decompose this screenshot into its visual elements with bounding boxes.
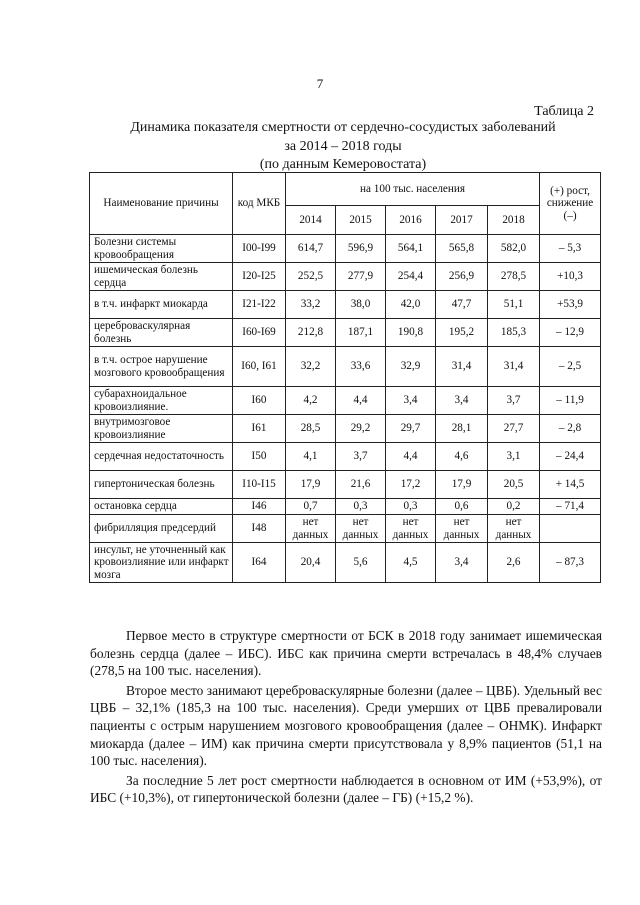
table-row bbox=[90, 415, 601, 443]
mortality-table bbox=[89, 172, 601, 583]
value-cell: 29,7 bbox=[386, 415, 436, 443]
cause-cell: гипертоническая болезнь bbox=[90, 471, 233, 499]
cause-cell: остановка сердца bbox=[90, 499, 233, 515]
code-cell: I61 bbox=[233, 415, 286, 443]
change-cell: +10,3 bbox=[540, 263, 601, 291]
table-row bbox=[90, 387, 601, 415]
value-cell: 32,2 bbox=[286, 347, 336, 387]
header-year: 2018 bbox=[488, 206, 540, 235]
value-cell: 32,9 bbox=[386, 347, 436, 387]
change-cell: – 24,4 bbox=[540, 443, 601, 471]
value-cell: 51,1 bbox=[488, 291, 540, 319]
value-cell: 212,8 bbox=[286, 319, 336, 347]
table-label: Таблица 2 bbox=[534, 104, 594, 119]
value-cell: 3,7 bbox=[336, 443, 386, 471]
code-cell: I00-I99 bbox=[233, 235, 286, 263]
cause-cell: ишемическая болезнь сердца bbox=[90, 263, 233, 291]
header-change: (+) рост, снижение (–) bbox=[540, 173, 601, 235]
header-year: 2016 bbox=[386, 206, 436, 235]
code-cell: I48 bbox=[233, 515, 286, 543]
header-cause: Наименование причины bbox=[90, 173, 233, 235]
change-cell: + 14,5 bbox=[540, 471, 601, 499]
value-cell: нет данных bbox=[286, 515, 336, 543]
cause-cell: сердечная недостаточность bbox=[90, 443, 233, 471]
table-row bbox=[90, 319, 601, 347]
value-cell: 256,9 bbox=[436, 263, 488, 291]
table-body bbox=[90, 235, 601, 583]
table-row bbox=[90, 543, 601, 583]
cause-cell: фибрилляция предсердий bbox=[90, 515, 233, 543]
value-cell: 614,7 bbox=[286, 235, 336, 263]
paragraph: За последние 5 лет рост смертности наблюдается в основном от ИМ (+53,9%), от ИБС (+10,3%), от гипертонической болезни (далее – ГБ) (+15,2 %). bbox=[90, 772, 602, 806]
title-line: (по данным Кемеровостата) bbox=[259, 157, 427, 172]
code-cell: I64 bbox=[233, 543, 286, 583]
value-cell: 596,9 bbox=[336, 235, 386, 263]
value-cell: нет данных bbox=[436, 515, 488, 543]
value-cell: 0,7 bbox=[286, 499, 336, 515]
value-cell: 4,2 bbox=[286, 387, 336, 415]
value-cell: 20,4 bbox=[286, 543, 336, 583]
value-cell: 2,6 bbox=[488, 543, 540, 583]
value-cell: 42,0 bbox=[386, 291, 436, 319]
value-cell: нет данных bbox=[488, 515, 540, 543]
table-row bbox=[90, 347, 601, 387]
table-row bbox=[90, 471, 601, 499]
value-cell: 195,2 bbox=[436, 319, 488, 347]
value-cell: 4,6 bbox=[436, 443, 488, 471]
cause-cell: инсульт, не уточненный как кровоизлияние или инфаркт мозга bbox=[90, 543, 233, 583]
change-cell: – 2,5 bbox=[540, 347, 601, 387]
table-row bbox=[90, 263, 601, 291]
cause-cell: в т.ч. инфаркт миокарда bbox=[90, 291, 233, 319]
header-year: 2017 bbox=[436, 206, 488, 235]
table-row bbox=[90, 515, 601, 543]
value-cell: 31,4 bbox=[488, 347, 540, 387]
code-cell: I10-I15 bbox=[233, 471, 286, 499]
table-row bbox=[90, 443, 601, 471]
value-cell: 4,1 bbox=[286, 443, 336, 471]
page-number: 7 bbox=[316, 76, 324, 91]
value-cell: 252,5 bbox=[286, 263, 336, 291]
value-cell: 17,9 bbox=[436, 471, 488, 499]
value-cell: 33,2 bbox=[286, 291, 336, 319]
header-code: код МКБ bbox=[233, 173, 286, 235]
value-cell: 31,4 bbox=[436, 347, 488, 387]
value-cell: 3,4 bbox=[386, 387, 436, 415]
cause-cell: внутримозговое кровоизлияние bbox=[90, 415, 233, 443]
header-year: 2014 bbox=[286, 206, 336, 235]
change-cell: – 87,3 bbox=[540, 543, 601, 583]
value-cell: 3,4 bbox=[436, 387, 488, 415]
value-cell: 33,6 bbox=[336, 347, 386, 387]
value-cell: 0,3 bbox=[336, 499, 386, 515]
code-cell: I50 bbox=[233, 443, 286, 471]
title-line: Динамика показателя смертности от сердечно-сосудистых заболеваний bbox=[130, 120, 556, 135]
cause-cell: цереброваскулярная болезнь bbox=[90, 319, 233, 347]
value-cell: 27,7 bbox=[488, 415, 540, 443]
value-cell: 47,7 bbox=[436, 291, 488, 319]
value-cell: 0,6 bbox=[436, 499, 488, 515]
value-cell: нет данных bbox=[336, 515, 386, 543]
cause-cell: субарахноидальное кровоизлияние. bbox=[90, 387, 233, 415]
value-cell: 20,5 bbox=[488, 471, 540, 499]
value-cell: 277,9 bbox=[336, 263, 386, 291]
value-cell: 185,3 bbox=[488, 319, 540, 347]
value-cell: 21,6 bbox=[336, 471, 386, 499]
value-cell: 278,5 bbox=[488, 263, 540, 291]
change-cell: +53,9 bbox=[540, 291, 601, 319]
value-cell: 28,5 bbox=[286, 415, 336, 443]
change-cell: – 5,3 bbox=[540, 235, 601, 263]
change-cell: – 11,9 bbox=[540, 387, 601, 415]
value-cell: 29,2 bbox=[336, 415, 386, 443]
value-cell: 0,3 bbox=[386, 499, 436, 515]
code-cell: I20-I25 bbox=[233, 263, 286, 291]
code-cell: I21-I22 bbox=[233, 291, 286, 319]
value-cell: 38,0 bbox=[336, 291, 386, 319]
change-cell: – 12,9 bbox=[540, 319, 601, 347]
code-cell: I60 bbox=[233, 387, 286, 415]
code-cell: I46 bbox=[233, 499, 286, 515]
value-cell: 3,4 bbox=[436, 543, 488, 583]
value-cell: нет данных bbox=[386, 515, 436, 543]
value-cell: 254,4 bbox=[386, 263, 436, 291]
code-cell: I60-I69 bbox=[233, 319, 286, 347]
value-cell: 28,1 bbox=[436, 415, 488, 443]
value-cell: 582,0 bbox=[488, 235, 540, 263]
paragraph: Второе место занимают цереброваскулярные болезни (далее – ЦВБ). Удельный вес ЦВБ – 32,1% (185,3 на 100 тыс. населения). Среди умерших от ЦВБ превалировали пациенты с острым нарушением мозгового кровообращения (далее – ОНМК). Инфаркт миокарда (далее – ИМ) как причина смерти присутствовала у 8,9% пациентов (51,1 на 100 тыс. населения). bbox=[90, 682, 602, 769]
body-text bbox=[90, 627, 602, 809]
value-cell: 564,1 bbox=[386, 235, 436, 263]
value-cell: 17,9 bbox=[286, 471, 336, 499]
header-year: 2015 bbox=[336, 206, 386, 235]
value-cell: 4,5 bbox=[386, 543, 436, 583]
value-cell: 190,8 bbox=[386, 319, 436, 347]
table-row bbox=[90, 499, 601, 515]
change-cell: – 71,4 bbox=[540, 499, 601, 515]
cause-cell: в т.ч. острое нарушение мозгового кровообращения bbox=[90, 347, 233, 387]
value-cell: 5,6 bbox=[336, 543, 386, 583]
value-cell: 187,1 bbox=[336, 319, 386, 347]
paragraph: Первое место в структуре смертности от БСК в 2018 году занимает ишемическая болезнь сердца (далее – ИБС). ИБС как причина смерти встречалась в 48,4% случаев (278,5 на 100 тыс. населения). bbox=[90, 628, 602, 679]
title-line: за 2014 – 2018 годы bbox=[284, 138, 402, 154]
value-cell: 3,1 bbox=[488, 443, 540, 471]
cause-cell: Болезни системы кровообращения bbox=[90, 235, 233, 263]
header-per100k: на 100 тыс. населения bbox=[286, 173, 540, 206]
code-cell: I60, I61 bbox=[233, 347, 286, 387]
value-cell: 4,4 bbox=[386, 443, 436, 471]
change-cell: – 2,8 bbox=[540, 415, 601, 443]
value-cell: 17,2 bbox=[386, 471, 436, 499]
value-cell: 565,8 bbox=[436, 235, 488, 263]
value-cell: 3,7 bbox=[488, 387, 540, 415]
table-row bbox=[90, 291, 601, 319]
value-cell: 0,2 bbox=[488, 499, 540, 515]
table-title bbox=[60, 119, 626, 175]
table-row bbox=[90, 235, 601, 263]
value-cell: 4,4 bbox=[336, 387, 386, 415]
change-cell bbox=[540, 515, 601, 543]
